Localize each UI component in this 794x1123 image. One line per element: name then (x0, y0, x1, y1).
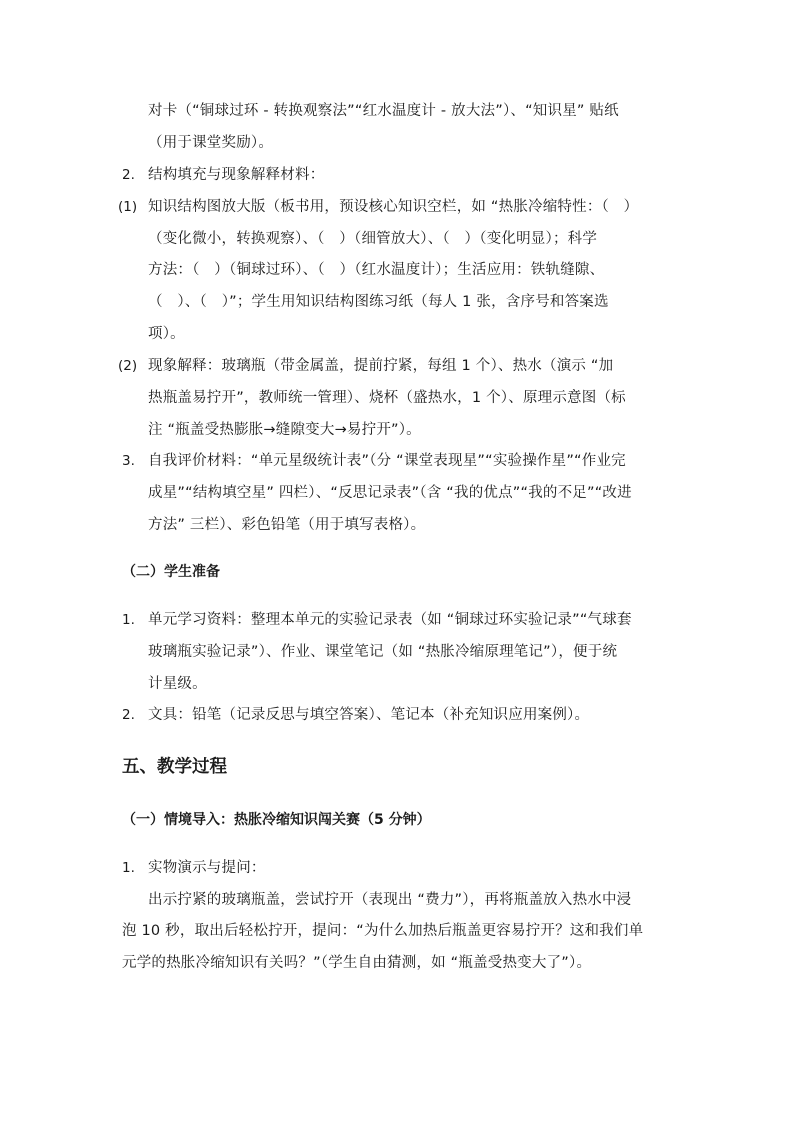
section-heading: （一）情境导入：热胀冷缩知识闯关赛（5 分钟） (122, 812, 431, 828)
text-line: （用于课堂奖励）。 (148, 135, 274, 151)
list-item-text: 实物演示与提问： (148, 860, 266, 876)
list-item-text: 文具：铅笔（记录反思与填空答案）、笔记本（补充知识应用案例）。 (148, 707, 590, 723)
paragraph-line: 出示拧紧的玻璃瓶盖，尝试拧开（表现出 “费力”），再将瓶盖放入热水中浸 (148, 892, 632, 908)
text-line: 注 “瓶盖受热膨胀→缝隙变大→易拧开”）。 (148, 422, 421, 438)
text-line: 现象解释：玻璃瓶（带金属盖，提前拧紧，每组 1 个）、热水（演示 “加 (148, 358, 614, 374)
list-number: 3. (122, 453, 135, 469)
text-line: 对卡（“铜球过环 - 转换观察法”“红水温度计 - 放大法”）、“知识星” 贴纸 (148, 103, 619, 119)
text-line: 自我评价材料：“单元星级统计表”（分 “课堂表现星”“实验操作星”“作业完 (148, 453, 626, 469)
sublist-number: (1) (118, 199, 138, 215)
list-number: 1. (122, 860, 135, 876)
text-line: 项）。 (148, 326, 185, 342)
section-heading: （二）学生准备 (122, 564, 220, 580)
text-line: （变化微小，转换观察）、（ ）（细管放大）、（ ）（变化明显）；科学 (148, 231, 598, 247)
list-number: 1. (122, 612, 135, 628)
text-line: （ ）、（ ）”；学生用知识结构图练习纸（每人 1 张，含序号和答案选 (148, 294, 609, 310)
paragraph-line: 泡 10 秒，取出后轻松拧开，提问：“为什么加热后瓶盖更容易拧开？这和我们单 (122, 923, 644, 939)
list-number: 2. (122, 167, 135, 183)
list-number: 2. (122, 707, 135, 723)
text-line: 玻璃瓶实验记录”）、作业、课堂笔记（如 “热胀冷缩原理笔记”），便于统 (148, 644, 618, 660)
sublist-number: (2) (118, 358, 138, 374)
list-item-text: 结构填充与现象解释材料： (148, 167, 325, 183)
text-line: 成星”“结构填空星” 四栏）、“反思记录表”（含 “我的优点”“我的不足”“改进 (148, 485, 632, 501)
paragraph-line: 元学的热胀冷缩知识有关吗？”（学生自由猜测，如 “瓶盖受热变大了”）。 (122, 955, 592, 971)
text-line: 热瓶盖易拧开”，教师统一管理）、烧杯（盛热水，1 个）、原理示意图（标 (148, 390, 626, 406)
chapter-heading: 五、教学过程 (122, 757, 227, 777)
text-line: 知识结构图放大版（板书用，预设核心知识空栏，如 “热胀冷缩特性：（ ） (148, 199, 639, 215)
text-line: 单元学习资料：整理本单元的实验记录表（如 “铜球过环实验记录”“气球套 (148, 612, 632, 628)
text-line: 计星级。 (148, 676, 207, 692)
text-line: 方法：（ ）（铜球过环）、（ ）（红水温度计）；生活应用：铁轨缝隙、 (148, 262, 605, 278)
text-line: 方法” 三栏）、彩色铅笔（用于填写表格）。 (148, 517, 426, 533)
